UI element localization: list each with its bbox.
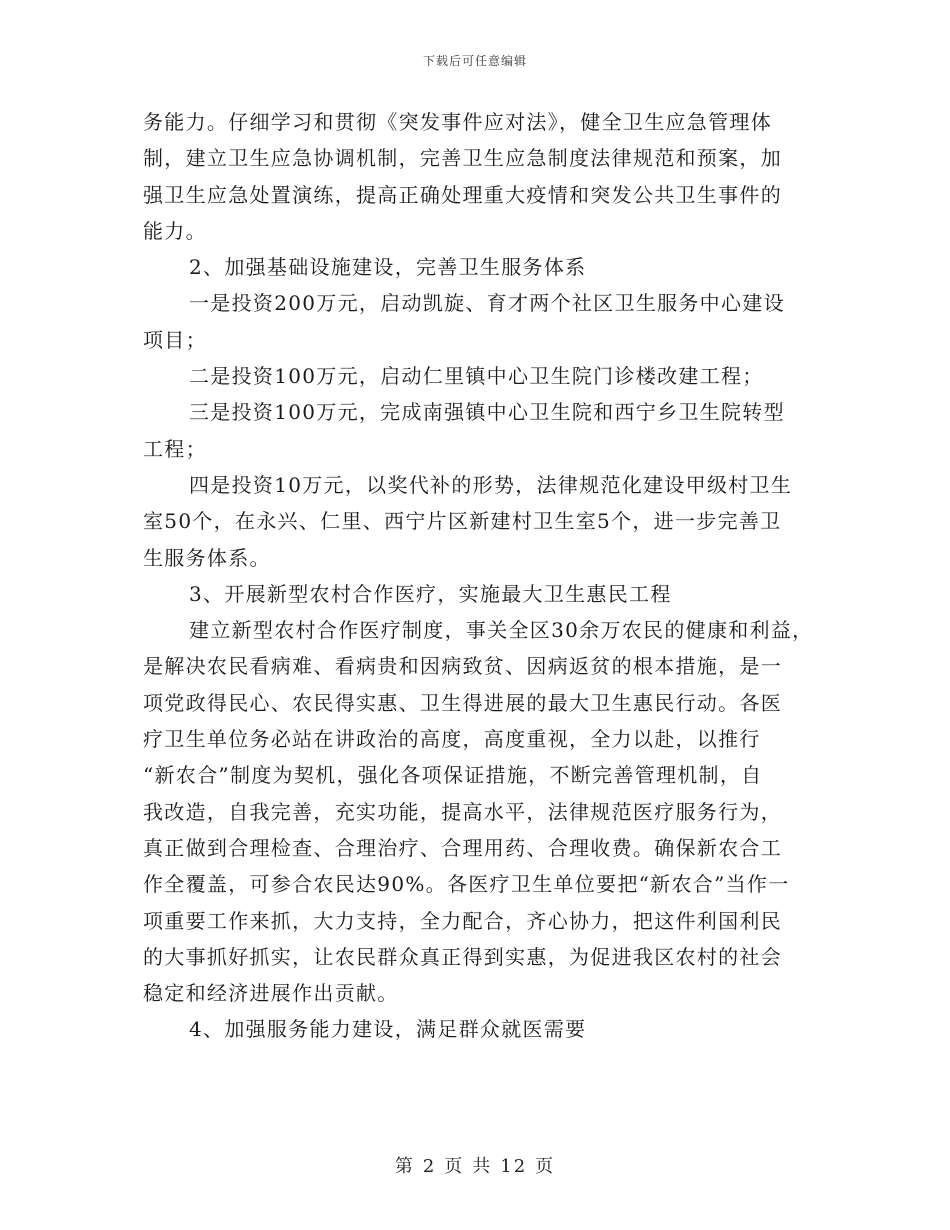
text-line: 制，建立卫生应急协调机制，完善卫生应急制度法律规范和预案，加 — [143, 146, 782, 171]
footer-prefix: 第 — [394, 1156, 415, 1177]
footer-page-word: 页 — [444, 1156, 465, 1177]
text-line: 工程； — [143, 436, 207, 461]
text-line: 三是投资100万元，完成南强镇中心卫生院和西宁乡卫生院转型 — [189, 400, 785, 425]
text-line: 4、加强服务能力建设，满足群众就医需要 — [189, 1017, 587, 1042]
page-header: 下载后可任意编辑 — [422, 54, 527, 68]
text-line: 一是投资200万元，启动凯旋、育才两个社区卫生服务中心建设 — [189, 291, 785, 316]
text-line: 疗卫生单位务必站在讲政治的高度，高度重视，全力以赴，以推行 — [143, 727, 761, 752]
text-line: 务能力。仔细学习和贯彻《突发事件应对法》，健全卫生应急管理体 — [143, 110, 772, 134]
text-line: 二是投资100万元，启动仁里镇中心卫生院门诊楼改建工程； — [189, 364, 764, 389]
text-line: 项目； — [143, 327, 207, 352]
text-line: 2、加强基础设施建设，完善卫生服务体系 — [189, 255, 587, 280]
footer-current-page: 2 — [422, 1156, 437, 1177]
text-line: 作全覆盖，可参合农民达90%。各医疗卫生单位要把“新农合”当作一 — [143, 872, 790, 897]
footer-total-pages: 12 — [500, 1156, 528, 1177]
text-line: 项重要工作来抓，大力支持，全力配合，齐心协力，把这件利国利民 — [143, 908, 782, 933]
text-line: 真正做到合理检查、合理治疗、合理用药、合理收费。确保新农合工 — [143, 835, 782, 860]
text-line: 四是投资10万元，以奖代补的形势，法律规范化建设甲级村卫生 — [189, 472, 793, 497]
text-line: 稳定和经济进展作出贡献。 — [143, 981, 399, 1006]
document-body — [143, 104, 813, 1048]
text-line: 建立新型农村合作医疗制度，事关全区30余万农民的健康和利益， — [189, 618, 813, 643]
text-line: 生服务体系。 — [143, 545, 271, 570]
text-line: 我改造，自我完善，充实功能，提高水平，法律规范医疗服务行为， — [143, 799, 782, 824]
text-line: 能力。 — [143, 218, 207, 243]
page-footer — [0, 1152, 950, 1178]
footer-total-word: 共 — [472, 1156, 493, 1177]
text-line: 是解决农民看病难、看病贵和因病致贫、因病返贫的根本措施，是一 — [143, 654, 782, 679]
text-line: 的大事抓好抓实，让农民群众真正得到实惠，为促进我区农村的社会 — [143, 944, 782, 969]
footer-suffix: 页 — [535, 1156, 556, 1177]
text-line: “新农合”制度为契机，强化各项保证措施，不断完善管理机制，自 — [143, 763, 763, 788]
text-line: 3、开展新型农村合作医疗，实施最大卫生惠民工程 — [189, 581, 672, 606]
text-line: 强卫生应急处置演练，提高正确处理重大疫情和突发公共卫生事件的 — [143, 182, 782, 207]
text-line: 室50个，在永兴、仁里、西宁片区新建村卫生室5个，进一步完善卫 — [143, 509, 782, 534]
text-line: 项党政得民心、农民得实惠、卫生得进展的最大卫生惠民行动。各医 — [143, 690, 782, 715]
